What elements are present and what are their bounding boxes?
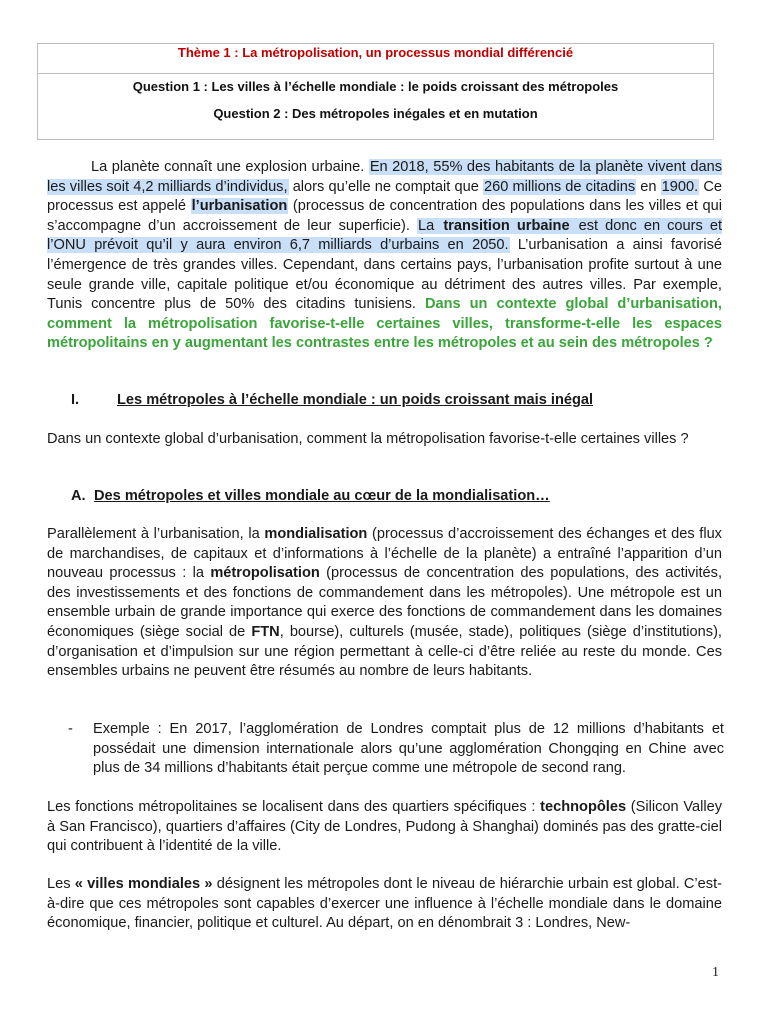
highlight-260-millions: 260 millions de citadins <box>483 178 636 195</box>
highlight-transition-urbaine: transition urbaine <box>443 217 570 234</box>
highlight-urbanisation: l’urbanisation <box>191 198 288 215</box>
question-2: Question 2 : Des métropoles inégales et en mutation <box>213 106 538 121</box>
highlight-2018-stat: En 2018, 55% des habitants de la planète vivent dans les villes soit 4,2 milliards d’individus, <box>47 159 722 195</box>
page-number: 1 <box>712 965 719 980</box>
section-A-heading <box>71 487 550 506</box>
highlight-transition-a: La <box>418 217 442 234</box>
problematique: Dans un contexte global d’urbanisation, comment la métropolisation favorise-t-elle certaines villes, transforme-t-elle les espaces métropolitains en y augmentant les contrastes entre les métropoles et au sein des métropoles ? <box>47 296 722 352</box>
intro-text: (processus de concentration des populations dans les villes et qui s’accompagne d’un accroissement de leur superficie). <box>47 198 723 234</box>
section-A-number: A. <box>71 488 86 504</box>
para-text: (Silicon Valley à San Francisco), quartiers d’affaires (City de Londres, Pudong à Shanghai) dominés pas des gratte-ciel qui contribuent à l’identité de la ville. <box>47 799 722 855</box>
example-bullet <box>68 720 724 779</box>
term-ftn: FTN <box>251 623 280 640</box>
intro-text: en <box>636 178 661 195</box>
paragraph-mondialisation <box>47 525 722 682</box>
para-text: désignent les métropoles dont le niveau de hiérarchie urbain est global. C’est-à-dire que ces métropoles sont capables d’exercer une influence à l’échelle mondiale dans le domaine économique, financier, politique et culturel. Au départ, on en dénombrait 3 : Londres, New- <box>47 876 722 932</box>
term-technopoles: technopôles <box>540 799 627 815</box>
term-metropolisation: métropolisation <box>210 565 320 582</box>
para-text: Parallèlement à l’urbanisation, la <box>47 526 265 542</box>
intro-text: alors qu’elle ne comptait que <box>288 178 483 195</box>
theme-title: Thème 1 : La métropolisation, un processus mondial différencié <box>38 44 713 74</box>
question-1: Question 1 : Les villes à l’échelle mondiale : le poids croissant des métropoles <box>132 79 619 94</box>
para-text: Les fonctions métropolitaines se localisent dans des quartiers spécifiques : <box>47 799 541 815</box>
intro-paragraph <box>47 158 722 354</box>
theme-header-box <box>37 43 714 140</box>
section-I-number: I. <box>71 392 80 408</box>
para-text: , bourse), culturels (musée, stade), politiques (siège d’institutions), d’organisation et d’impulsion sur une région permettant à celle-ci d’être reliée au reste du monde. Ces ensembles urbains ne peuvent être résumés au nombre de leurs habitants. <box>47 623 722 680</box>
intro-text: L’urbanisation a ainsi favorisé l’émergence de très grandes villes. Cependant, dans certains pays, l’urbanisation profite surtout à une seule grande ville, capitale politique et/ou économique au détriment des autres villes. Par exemple, Tunis concentre plus de 50% des citadins tunisiens. <box>47 237 722 313</box>
section-I-heading <box>71 391 593 410</box>
para-text: (processus d’accroissement des échanges et des flux de marchandises, de capitaux et d’informations à l’échelle de la planète) a entraîné l’apparition d’un nouveau processus : la <box>47 526 722 582</box>
highlight-transition-c: est donc en cours et l’ONU prévoit qu’il y aura environ 6,7 milliards d’urbains en 2050. <box>47 217 723 254</box>
bullet-dash: - <box>68 721 73 737</box>
term-villes-mondiales: « villes mondiales » <box>74 876 213 892</box>
intro-text: Ce processus est appelé <box>47 178 723 215</box>
paragraph-fonctions <box>47 798 722 857</box>
para-text: (processus de concentration des populations, des activités, des investissements et des fonctions de commandement dans les métropoles). Une métropole est un ensemble urbain de grande importance qui exerce des fonctions de commandement dans les domaines économiques (siège social de <box>47 565 722 640</box>
section-I-title: Les métropoles à l’échelle mondiale : un poids croissant mais inégal <box>117 392 594 408</box>
section-I-question: Dans un contexte global d’urbanisation, comment la métropolisation favorise-t-elle certaines villes ? <box>47 431 689 447</box>
intro-text: La planète connaît une explosion urbaine. <box>91 159 369 175</box>
section-A-title: Des métropoles et villes mondiale au cœur de la mondialisation… <box>94 488 550 504</box>
para-text: Les <box>47 876 75 892</box>
paragraph-villes-mondiales <box>47 875 722 934</box>
highlight-1900: 1900. <box>661 178 699 195</box>
example-text: Exemple : En 2017, l’agglomération de Londres comptait plus de 12 millions d’habitants et possédait une dimension internationale alors qu’une agglomération Chongqing en Chine avec plus de 34 millions d’habitants était perçue comme une métropole de second rang. <box>93 721 724 777</box>
term-mondialisation: mondialisation <box>264 526 368 542</box>
